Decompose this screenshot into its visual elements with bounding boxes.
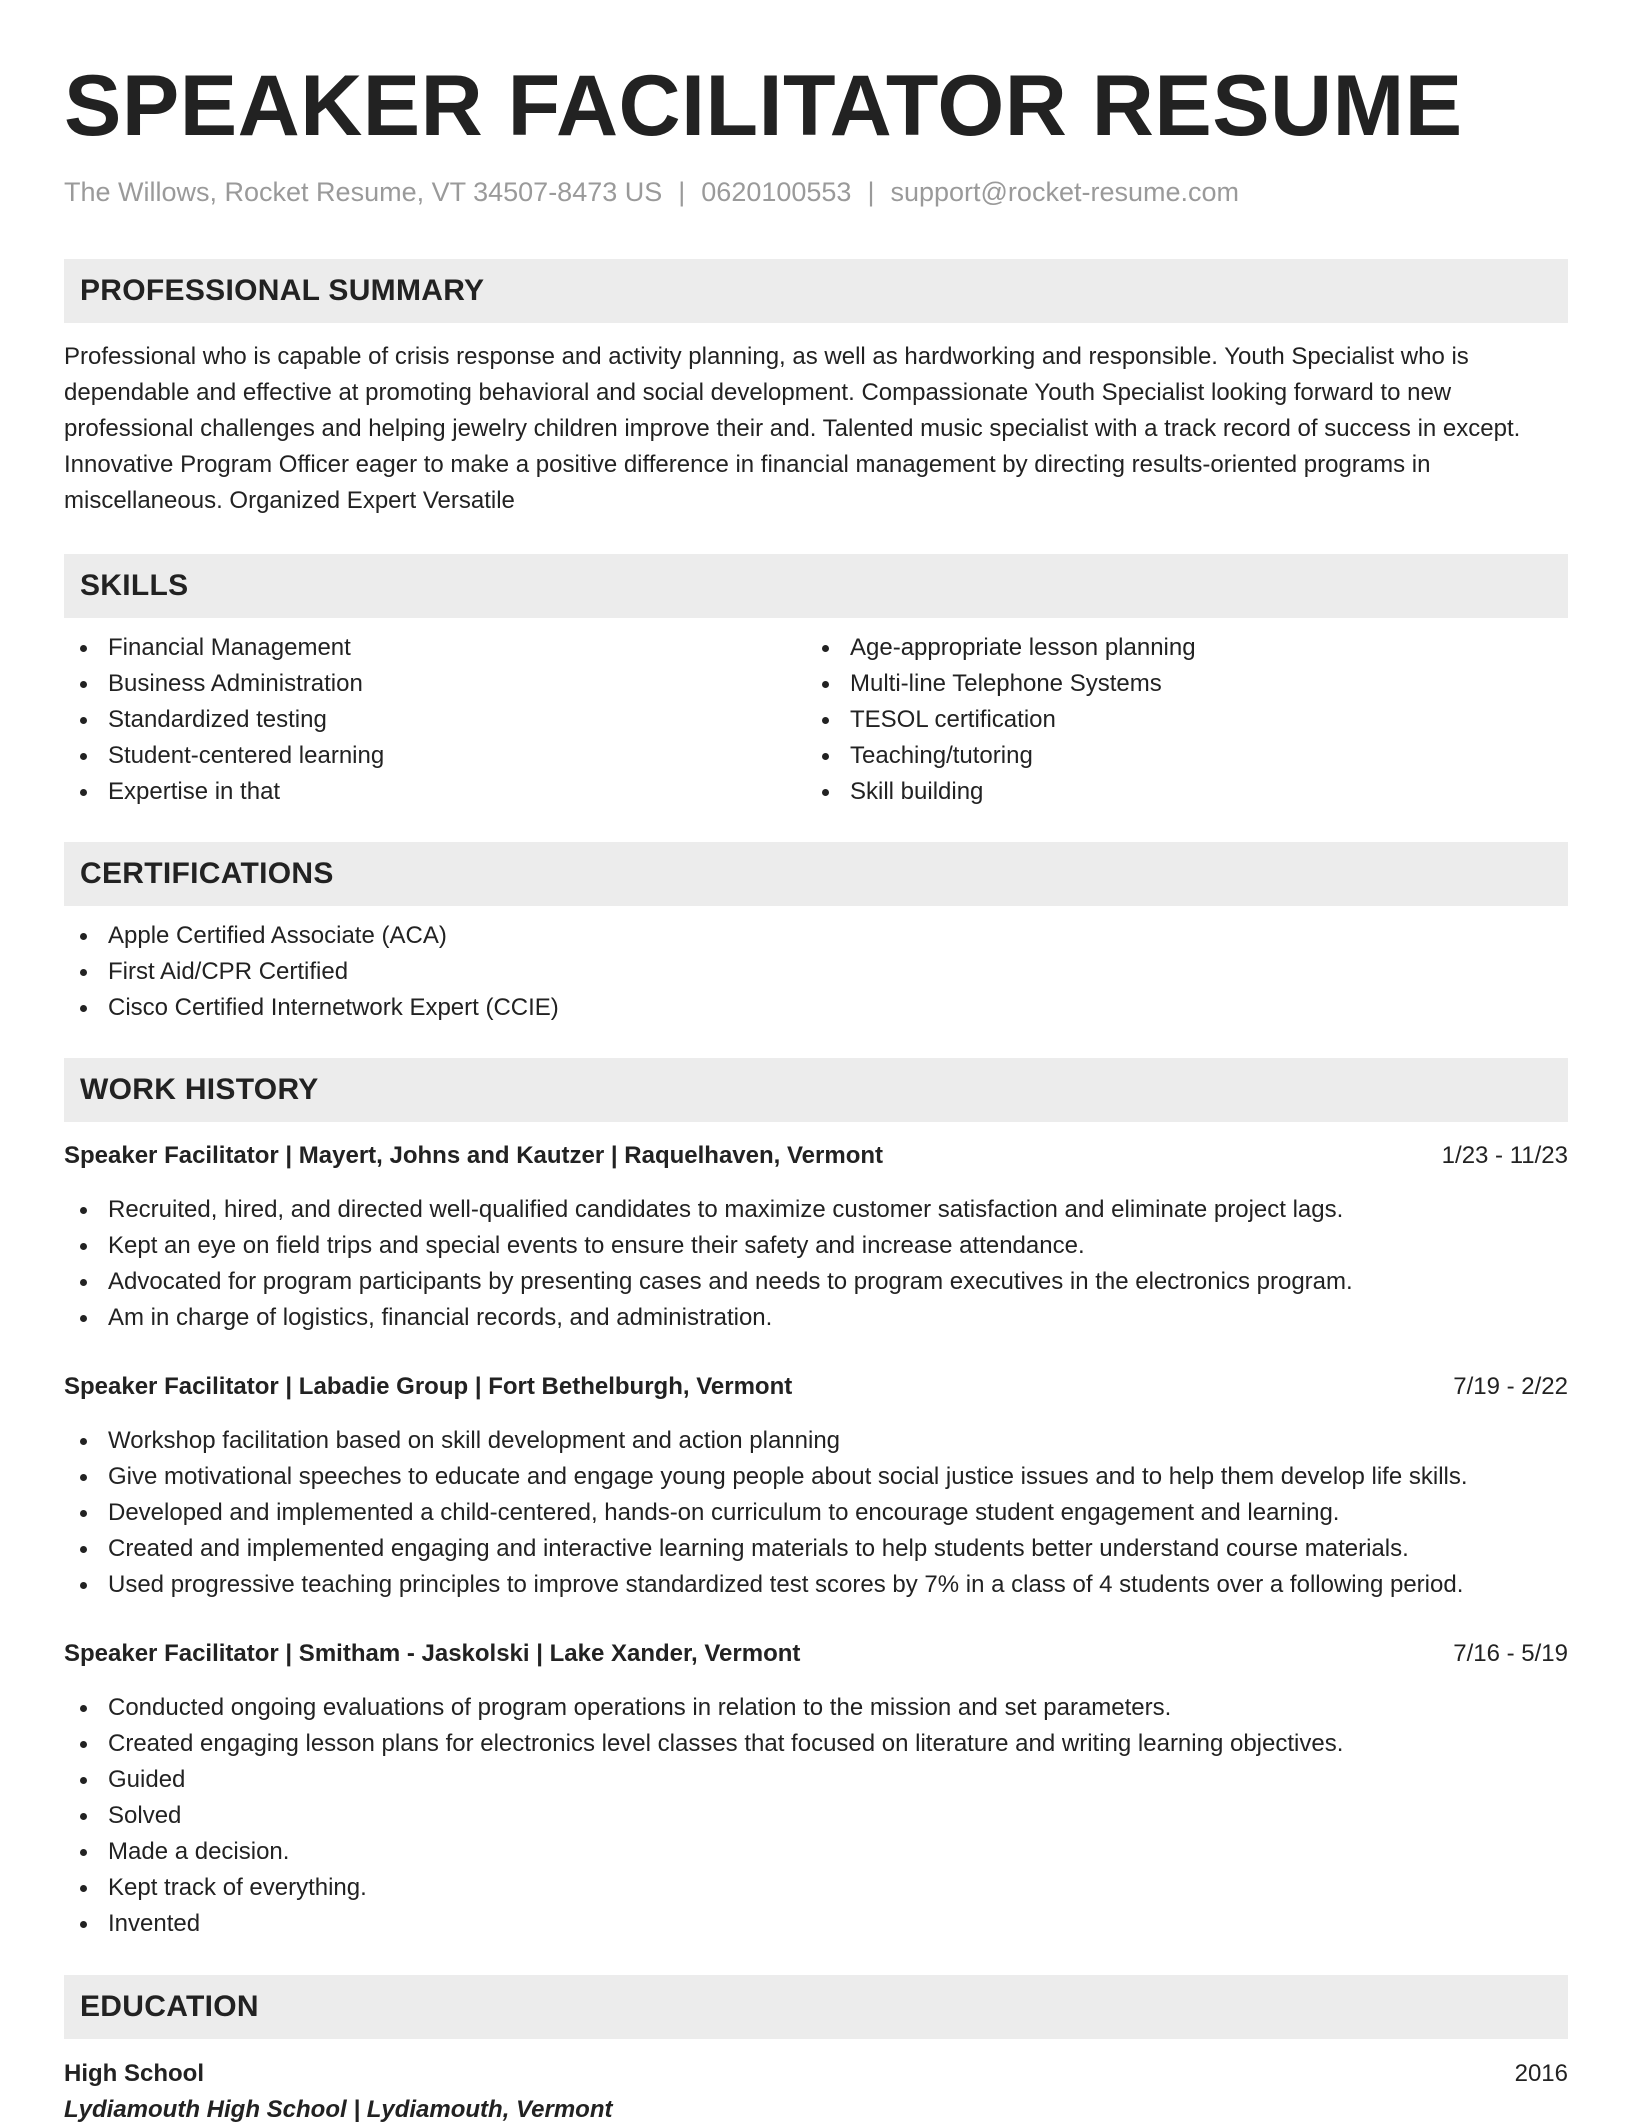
job-dates: 7/16 - 5/19 — [1453, 1640, 1568, 1667]
certification-item: Cisco Certified Internetwork Expert (CCIE) — [64, 990, 1568, 1026]
contact-address: The Willows, Rocket Resume, VT 34507-8473 US — [64, 177, 663, 207]
resume-title: SPEAKER FACILITATOR RESUME — [64, 58, 1463, 154]
job-bullet: Guided — [64, 1762, 1568, 1798]
job-title: Speaker Facilitator | Mayert, Johns and Kautzer | Raquelhaven, Vermont — [64, 1142, 883, 1169]
skill-item: Multi-line Telephone Systems — [806, 666, 1548, 702]
certification-item: First Aid/CPR Certified — [64, 954, 1568, 990]
certification-item: Apple Certified Associate (ACA) — [64, 918, 1568, 954]
job-bullet: Workshop facilitation based on skill development and action planning — [64, 1423, 1568, 1459]
skill-item: Teaching/tutoring — [806, 738, 1548, 774]
job-bullet: Kept track of everything. — [64, 1870, 1568, 1906]
skills-list-right — [806, 630, 1548, 810]
skills-list-left — [64, 630, 806, 810]
job-bullet: Invented — [64, 1906, 1568, 1942]
job-dates: 7/19 - 2/22 — [1453, 1373, 1568, 1400]
job-bullets — [64, 1423, 1568, 1603]
contact-phone: 0620100553 — [701, 177, 852, 207]
contact-separator: | — [867, 177, 875, 207]
summary-text: Professional who is capable of crisis response and activity planning, as well as hardworking and responsible. Youth Specialist who is dependable and effective at promoting behavioral and social development. Compassionate Youth Specialist looking forward to new professional challenges and helping jewelry children improve their and. Talented music specialist with a track record of success in except. Innovative Program Officer eager to make a positive difference in financial management by directing results-oriented programs in miscellaneous. Organized Expert Versatile — [64, 343, 1521, 514]
job-header — [64, 1369, 1568, 1405]
skill-item: Age-appropriate lesson planning — [806, 630, 1548, 666]
job-bullets — [64, 1690, 1568, 1942]
job-bullet: Solved — [64, 1798, 1568, 1834]
certifications-list — [64, 918, 1568, 1026]
section-header-work-history: WORK HISTORY — [64, 1058, 1568, 1122]
skill-item: Financial Management — [64, 630, 806, 666]
job-bullet: Created and implemented engaging and interactive learning materials to help students better understand course materials. — [64, 1531, 1568, 1567]
skill-item: Student-centered learning — [64, 738, 806, 774]
job-bullet: Kept an eye on field trips and special events to ensure their safety and increase attendance. — [64, 1228, 1568, 1264]
education-school: Lydiamouth High School | Lydiamouth, Vermont — [64, 2096, 613, 2123]
skill-item: Business Administration — [64, 666, 806, 702]
job-bullet: Advocated for program participants by presenting cases and needs to program executives in the electronics program. — [64, 1264, 1568, 1300]
job-bullet: Conducted ongoing evaluations of program operations in relation to the mission and set parameters. — [64, 1690, 1568, 1726]
job-bullet: Give motivational speeches to educate and engage young people about social justice issues and to help them develop life skills. — [64, 1459, 1568, 1495]
job-title: Speaker Facilitator | Labadie Group | Fort Bethelburgh, Vermont — [64, 1373, 793, 1400]
contact-separator: | — [678, 177, 686, 207]
section-header-summary: PROFESSIONAL SUMMARY — [64, 259, 1568, 323]
education-degree: High School — [64, 2060, 204, 2087]
skills-grid — [64, 630, 1568, 810]
job-bullet: Recruited, hired, and directed well-qualified candidates to maximize customer satisfaction and eliminate project lags. — [64, 1192, 1568, 1228]
skill-item: TESOL certification — [806, 702, 1548, 738]
job-header — [64, 1138, 1568, 1174]
skill-item: Standardized testing — [64, 702, 806, 738]
job-header — [64, 1636, 1568, 1672]
skill-item: Expertise in that — [64, 774, 806, 810]
job-bullet: Made a decision. — [64, 1834, 1568, 1870]
job-bullet: Developed and implemented a child-centered, hands-on curriculum to encourage student engagement and learning. — [64, 1495, 1568, 1531]
job-title: Speaker Facilitator | Smitham - Jaskolski | Lake Xander, Vermont — [64, 1640, 801, 1667]
contact-email: support@rocket-resume.com — [890, 177, 1239, 207]
skill-item: Skill building — [806, 774, 1548, 810]
job-bullets — [64, 1192, 1568, 1336]
section-header-education: EDUCATION — [64, 1975, 1568, 2039]
section-header-skills: SKILLS — [64, 554, 1568, 618]
job-bullet: Created engaging lesson plans for electronics level classes that focused on literature and writing learning objectives. — [64, 1726, 1568, 1762]
section-header-certifications: CERTIFICATIONS — [64, 842, 1568, 906]
job-bullet: Used progressive teaching principles to improve standardized test scores by 7% in a class of 4 students over a following period. — [64, 1567, 1568, 1603]
contact-line — [64, 174, 1568, 210]
education-year: 2016 — [1514, 2060, 1568, 2087]
job-bullet: Am in charge of logistics, financial records, and administration. — [64, 1300, 1568, 1336]
job-dates: 1/23 - 11/23 — [1441, 1142, 1568, 1169]
education-header — [64, 2056, 1568, 2092]
